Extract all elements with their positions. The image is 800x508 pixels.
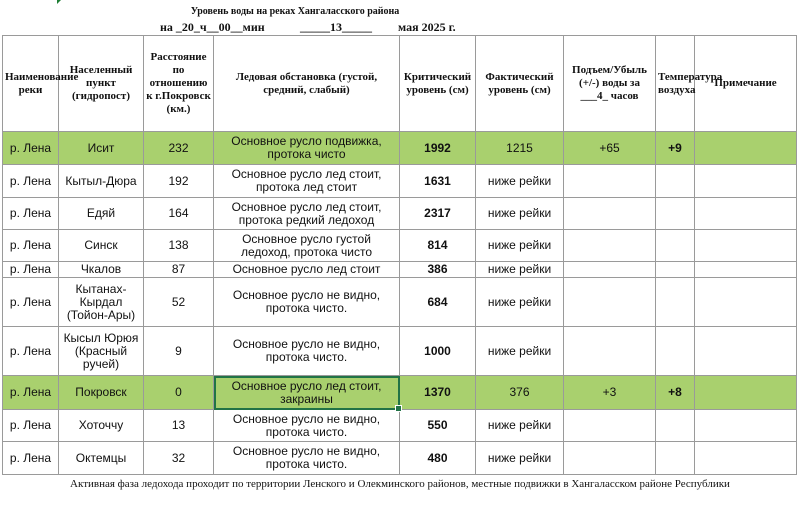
water-level-table — [2, 35, 797, 475]
cell-ice[interactable]: Основное русло не видно, протока чисто. — [214, 278, 400, 327]
table-row — [3, 230, 797, 262]
cell-ice[interactable]: Основное русло лед стоит, протока редкий ледоход — [214, 198, 400, 230]
cell-critical[interactable]: 2317 — [400, 198, 476, 230]
header-ice[interactable]: Ледовая обстановка (густой, средний, слабый) — [214, 36, 400, 132]
cell-river[interactable]: р. Лена — [3, 327, 59, 376]
cell-temp[interactable] — [656, 165, 695, 198]
cell-note[interactable] — [695, 442, 797, 475]
cell-temp[interactable]: +9 — [656, 132, 695, 165]
cell-river[interactable]: р. Лена — [3, 442, 59, 475]
cell-actual[interactable]: ниже рейки — [476, 165, 564, 198]
cell-river[interactable]: р. Лена — [3, 198, 59, 230]
table-row — [3, 410, 797, 442]
cell-change[interactable] — [564, 198, 656, 230]
subtitle-time: на _20_ч__00__мин — [160, 20, 265, 34]
cell-change[interactable] — [564, 262, 656, 278]
cell-ice[interactable]: Основное русло подвижка, протока чисто — [214, 132, 400, 165]
cell-note[interactable] — [695, 198, 797, 230]
cell-actual[interactable]: ниже рейки — [476, 198, 564, 230]
cell-settlement[interactable]: Покровск — [59, 376, 144, 410]
cell-temp[interactable] — [656, 327, 695, 376]
table-row — [3, 327, 797, 376]
cell-river[interactable]: р. Лена — [3, 278, 59, 327]
cell-distance[interactable]: 164 — [144, 198, 214, 230]
cell-note[interactable] — [695, 278, 797, 327]
cell-river[interactable]: р. Лена — [3, 132, 59, 165]
table-row — [3, 262, 797, 278]
header-row — [3, 36, 797, 132]
cell-river[interactable]: р. Лена — [3, 376, 59, 410]
cell-critical[interactable]: 684 — [400, 278, 476, 327]
cell-note[interactable] — [695, 327, 797, 376]
fill-handle[interactable] — [395, 405, 402, 412]
cell-settlement[interactable]: Хоточчу — [59, 410, 144, 442]
cell-distance[interactable]: 52 — [144, 278, 214, 327]
cell-actual[interactable]: ниже рейки — [476, 230, 564, 262]
cell-river[interactable]: р. Лена — [3, 262, 59, 278]
header-temp[interactable]: Температура воздуха — [656, 36, 695, 132]
cell-actual[interactable]: 1215 — [476, 132, 564, 165]
cell-distance[interactable]: 0 — [144, 376, 214, 410]
cell-note[interactable] — [695, 132, 797, 165]
cell-distance[interactable]: 87 — [144, 262, 214, 278]
cell-ice[interactable]: Основное русло лед стоит, протока лед стоит — [214, 165, 400, 198]
table-row — [3, 132, 797, 165]
cell-change[interactable] — [564, 278, 656, 327]
cell-distance[interactable]: 32 — [144, 442, 214, 475]
cell-change[interactable]: +65 — [564, 132, 656, 165]
cell-settlement[interactable]: Синск — [59, 230, 144, 262]
cell-settlement[interactable]: Кытанах-Кырдал (Тойон-Ары) — [59, 278, 144, 327]
cell-note[interactable] — [695, 230, 797, 262]
header-distance[interactable]: Расстояние по отношению к г.Покровск (км.) — [144, 36, 214, 132]
cell-settlement[interactable]: Кытыл-Дюра — [59, 165, 144, 198]
cell-change[interactable] — [564, 442, 656, 475]
cell-critical[interactable]: 1000 — [400, 327, 476, 376]
cell-settlement[interactable]: Октемцы — [59, 442, 144, 475]
cell-settlement[interactable]: Кысыл Юрюя (Красный ручей) — [59, 327, 144, 376]
cell-critical[interactable]: 814 — [400, 230, 476, 262]
cell-ice[interactable]: Основное русло не видно, протока чисто. — [214, 410, 400, 442]
cell-note[interactable] — [695, 376, 797, 410]
cell-change[interactable]: +3 — [564, 376, 656, 410]
cell-ice-text: Основное русло лед стоит, закраины — [231, 378, 382, 406]
header-change[interactable]: Подъем/Убыль (+/-) воды за ___4_ часов — [564, 36, 656, 132]
footer-note: Активная фаза ледохода проходит по территории Ленского и Олекминского районов, местные подвижки в Хангаласском районе Республики — [70, 478, 730, 490]
cell-note[interactable] — [695, 262, 797, 278]
cell-distance[interactable]: 192 — [144, 165, 214, 198]
header-river[interactable]: Наименование реки — [3, 36, 59, 132]
cell-river[interactable]: р. Лена — [3, 230, 59, 262]
table-row — [3, 198, 797, 230]
cell-distance[interactable]: 232 — [144, 132, 214, 165]
cell-change[interactable] — [564, 327, 656, 376]
cell-actual[interactable]: ниже рейки — [476, 410, 564, 442]
cell-actual[interactable]: 376 — [476, 376, 564, 410]
cell-actual[interactable]: ниже рейки — [476, 442, 564, 475]
cell-settlement[interactable]: Едяй — [59, 198, 144, 230]
cell-river[interactable]: р. Лена — [3, 165, 59, 198]
cell-temp[interactable] — [656, 410, 695, 442]
cell-ice[interactable]: Основное русло густой ледоход, протока чисто — [214, 230, 400, 262]
cell-actual[interactable]: ниже рейки — [476, 278, 564, 327]
cell-critical[interactable]: 386 — [400, 262, 476, 278]
table-row — [3, 442, 797, 475]
cell-ice[interactable]: Основное русло не видно, протока чисто. — [214, 442, 400, 475]
subtitle-day: _____13_____ — [300, 20, 372, 34]
cell-temp[interactable] — [656, 198, 695, 230]
cell-temp[interactable] — [656, 278, 695, 327]
cell-settlement[interactable]: Чкалов — [59, 262, 144, 278]
cell-temp[interactable]: +8 — [656, 376, 695, 410]
selected-cell-ice[interactable] — [214, 376, 400, 410]
cell-change[interactable] — [564, 230, 656, 262]
cell-temp[interactable] — [656, 262, 695, 278]
cell-change[interactable] — [564, 410, 656, 442]
cell-temp[interactable] — [656, 230, 695, 262]
page-title: Уровень воды на реках Хангаласского района — [190, 6, 400, 17]
cell-note[interactable] — [695, 410, 797, 442]
header-actual[interactable]: Фактический уровень (см) — [476, 36, 564, 132]
cell-river[interactable]: р. Лена — [3, 410, 59, 442]
cell-distance[interactable]: 138 — [144, 230, 214, 262]
cell-critical[interactable]: 480 — [400, 442, 476, 475]
table-row — [3, 376, 797, 410]
cell-note[interactable] — [695, 165, 797, 198]
cell-settlement[interactable]: Исит — [59, 132, 144, 165]
cell-distance[interactable]: 13 — [144, 410, 214, 442]
cell-distance[interactable]: 9 — [144, 327, 214, 376]
header-critical[interactable]: Критический уровень (см) — [400, 36, 476, 132]
cell-critical[interactable]: 1992 — [400, 132, 476, 165]
cell-actual[interactable]: ниже рейки — [476, 327, 564, 376]
sheet-corner-marker — [57, 0, 61, 4]
cell-ice[interactable]: Основное русло не видно, протока чисто. — [214, 327, 400, 376]
header-settlement[interactable]: Населенный пункт (гидропост) — [59, 36, 144, 132]
table-row — [3, 278, 797, 327]
cell-critical[interactable]: 1370 — [400, 376, 476, 410]
cell-critical[interactable]: 1631 — [400, 165, 476, 198]
cell-temp[interactable] — [656, 442, 695, 475]
cell-actual[interactable]: ниже рейки — [476, 262, 564, 278]
cell-ice[interactable]: Основное русло лед стоит — [214, 262, 400, 278]
table-row — [3, 165, 797, 198]
header-note[interactable]: Примечание — [695, 36, 797, 132]
cell-critical[interactable]: 550 — [400, 410, 476, 442]
subtitle-month-year: мая 2025 г. — [398, 20, 456, 34]
cell-change[interactable] — [564, 165, 656, 198]
